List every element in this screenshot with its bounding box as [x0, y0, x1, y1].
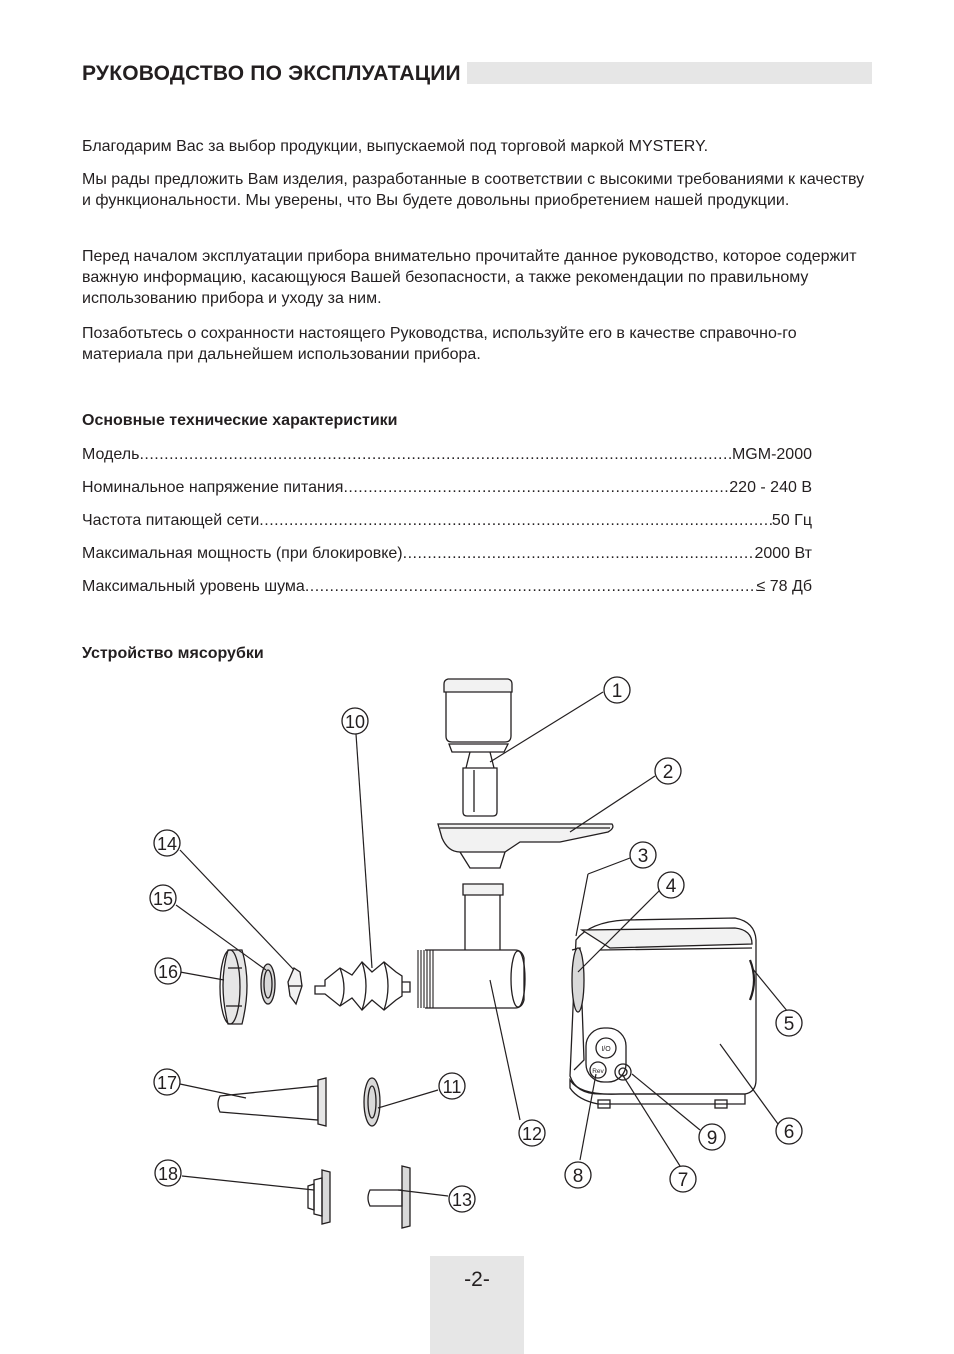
spec-label: Номинальное напряжение питания: [82, 479, 344, 496]
spec-label: Максимальный уровень шума: [82, 578, 305, 595]
callout-14: [154, 830, 180, 856]
callout-8: [565, 1162, 591, 1188]
callout-5: [776, 1010, 802, 1036]
svg-text:12: 12: [521, 1124, 543, 1144]
part-tray: [438, 824, 613, 868]
spec-label: Максимальная мощность (при блокировке): [82, 545, 403, 562]
svg-text:15: 15: [152, 889, 174, 909]
part-pusher: [444, 679, 512, 816]
part-kebbe-holder: [308, 1170, 330, 1224]
spec-value: 50 Гц: [771, 512, 812, 529]
svg-text:17: 17: [156, 1073, 178, 1093]
part-grinder-head: [418, 884, 525, 1008]
page-title: РУКОВОДСТВО ПО ЭКСПЛУАТАЦИИ: [82, 60, 467, 88]
callout-2: [655, 758, 681, 784]
reverse-button-label: Rev: [592, 1068, 604, 1075]
part-ring-nut: [220, 950, 247, 1024]
power-button-label: I/O: [601, 1046, 611, 1053]
page-number: -2-: [464, 1268, 490, 1291]
callout-18: [155, 1160, 181, 1186]
svg-text:7: 7: [677, 1170, 689, 1191]
part-auger: [315, 962, 410, 1010]
callout-17: [154, 1069, 180, 1095]
specs-heading: Основные технические характеристики: [82, 412, 398, 429]
svg-text:4: 4: [665, 876, 677, 897]
svg-text:1: 1: [611, 681, 623, 702]
svg-text:9: 9: [706, 1128, 718, 1149]
callout-1: [604, 677, 630, 703]
callout-3: [630, 842, 656, 868]
spec-label: Частота питающей сети: [82, 512, 260, 529]
spec-value: 2000 Вт: [754, 545, 812, 562]
intro-paragraph-1: Благодарим Вас за выбор продукции, выпускаемой под торговой маркой MYSTERY.: [82, 138, 709, 155]
callout-12: [519, 1120, 545, 1146]
callout-11: [439, 1073, 465, 1099]
part-sausage-nozzle: [218, 1078, 326, 1126]
svg-text:11: 11: [442, 1077, 462, 1097]
intro-paragraph-2: Мы рады предложить Вам изделия, разработанные в соответствии с высокими требованиями к качеству и функциональности. Мы уверены, что Вы будете довольны приобретением нашей продукции.: [82, 171, 865, 209]
callout-10: [342, 708, 368, 734]
intro-paragraph-4: Позаботьтесь о сохранности настоящего Руководства, используйте его в качестве справочно-го материала при дальнейшем использовании прибора.: [82, 325, 797, 363]
callout-4: [658, 872, 684, 898]
part-grinding-plate: [261, 964, 275, 1004]
diagram-heading: Устройство мясорубки: [82, 645, 264, 662]
svg-text:13: 13: [451, 1190, 473, 1210]
part-blade: [288, 968, 302, 1004]
svg-text:6: 6: [783, 1122, 795, 1143]
svg-text:18: 18: [157, 1164, 179, 1184]
part-kebbe-nozzle: [368, 1166, 410, 1228]
svg-text:5: 5: [783, 1014, 795, 1035]
spec-value: MGM-2000: [731, 446, 812, 463]
callout-13: [449, 1186, 475, 1212]
callout-16: [155, 958, 181, 984]
part-separator: [364, 1078, 380, 1126]
intro-paragraph-3: Перед началом эксплуатации прибора внимательно прочитайте данное руководство, которое содержит важную информацию, касающуюся Вашей безопасности, а также рекомендации по правильному использованию прибора и уходу за ним.: [82, 248, 857, 307]
svg-text:10: 10: [344, 712, 366, 732]
spec-value: 220 - 240 В: [729, 479, 812, 496]
spec-value: ≤ 78 Дб: [756, 578, 812, 595]
spec-label: Модель: [82, 446, 140, 463]
svg-text:14: 14: [156, 834, 178, 854]
callout-6: [776, 1118, 802, 1144]
svg-text:2: 2: [662, 762, 674, 783]
part-motor-body: [570, 918, 756, 1108]
svg-text:16: 16: [157, 962, 179, 982]
svg-text:8: 8: [572, 1166, 584, 1187]
callout-9: [699, 1124, 725, 1150]
svg-text:3: 3: [637, 846, 649, 867]
callout-15: [150, 885, 176, 911]
callout-7: [670, 1166, 696, 1192]
